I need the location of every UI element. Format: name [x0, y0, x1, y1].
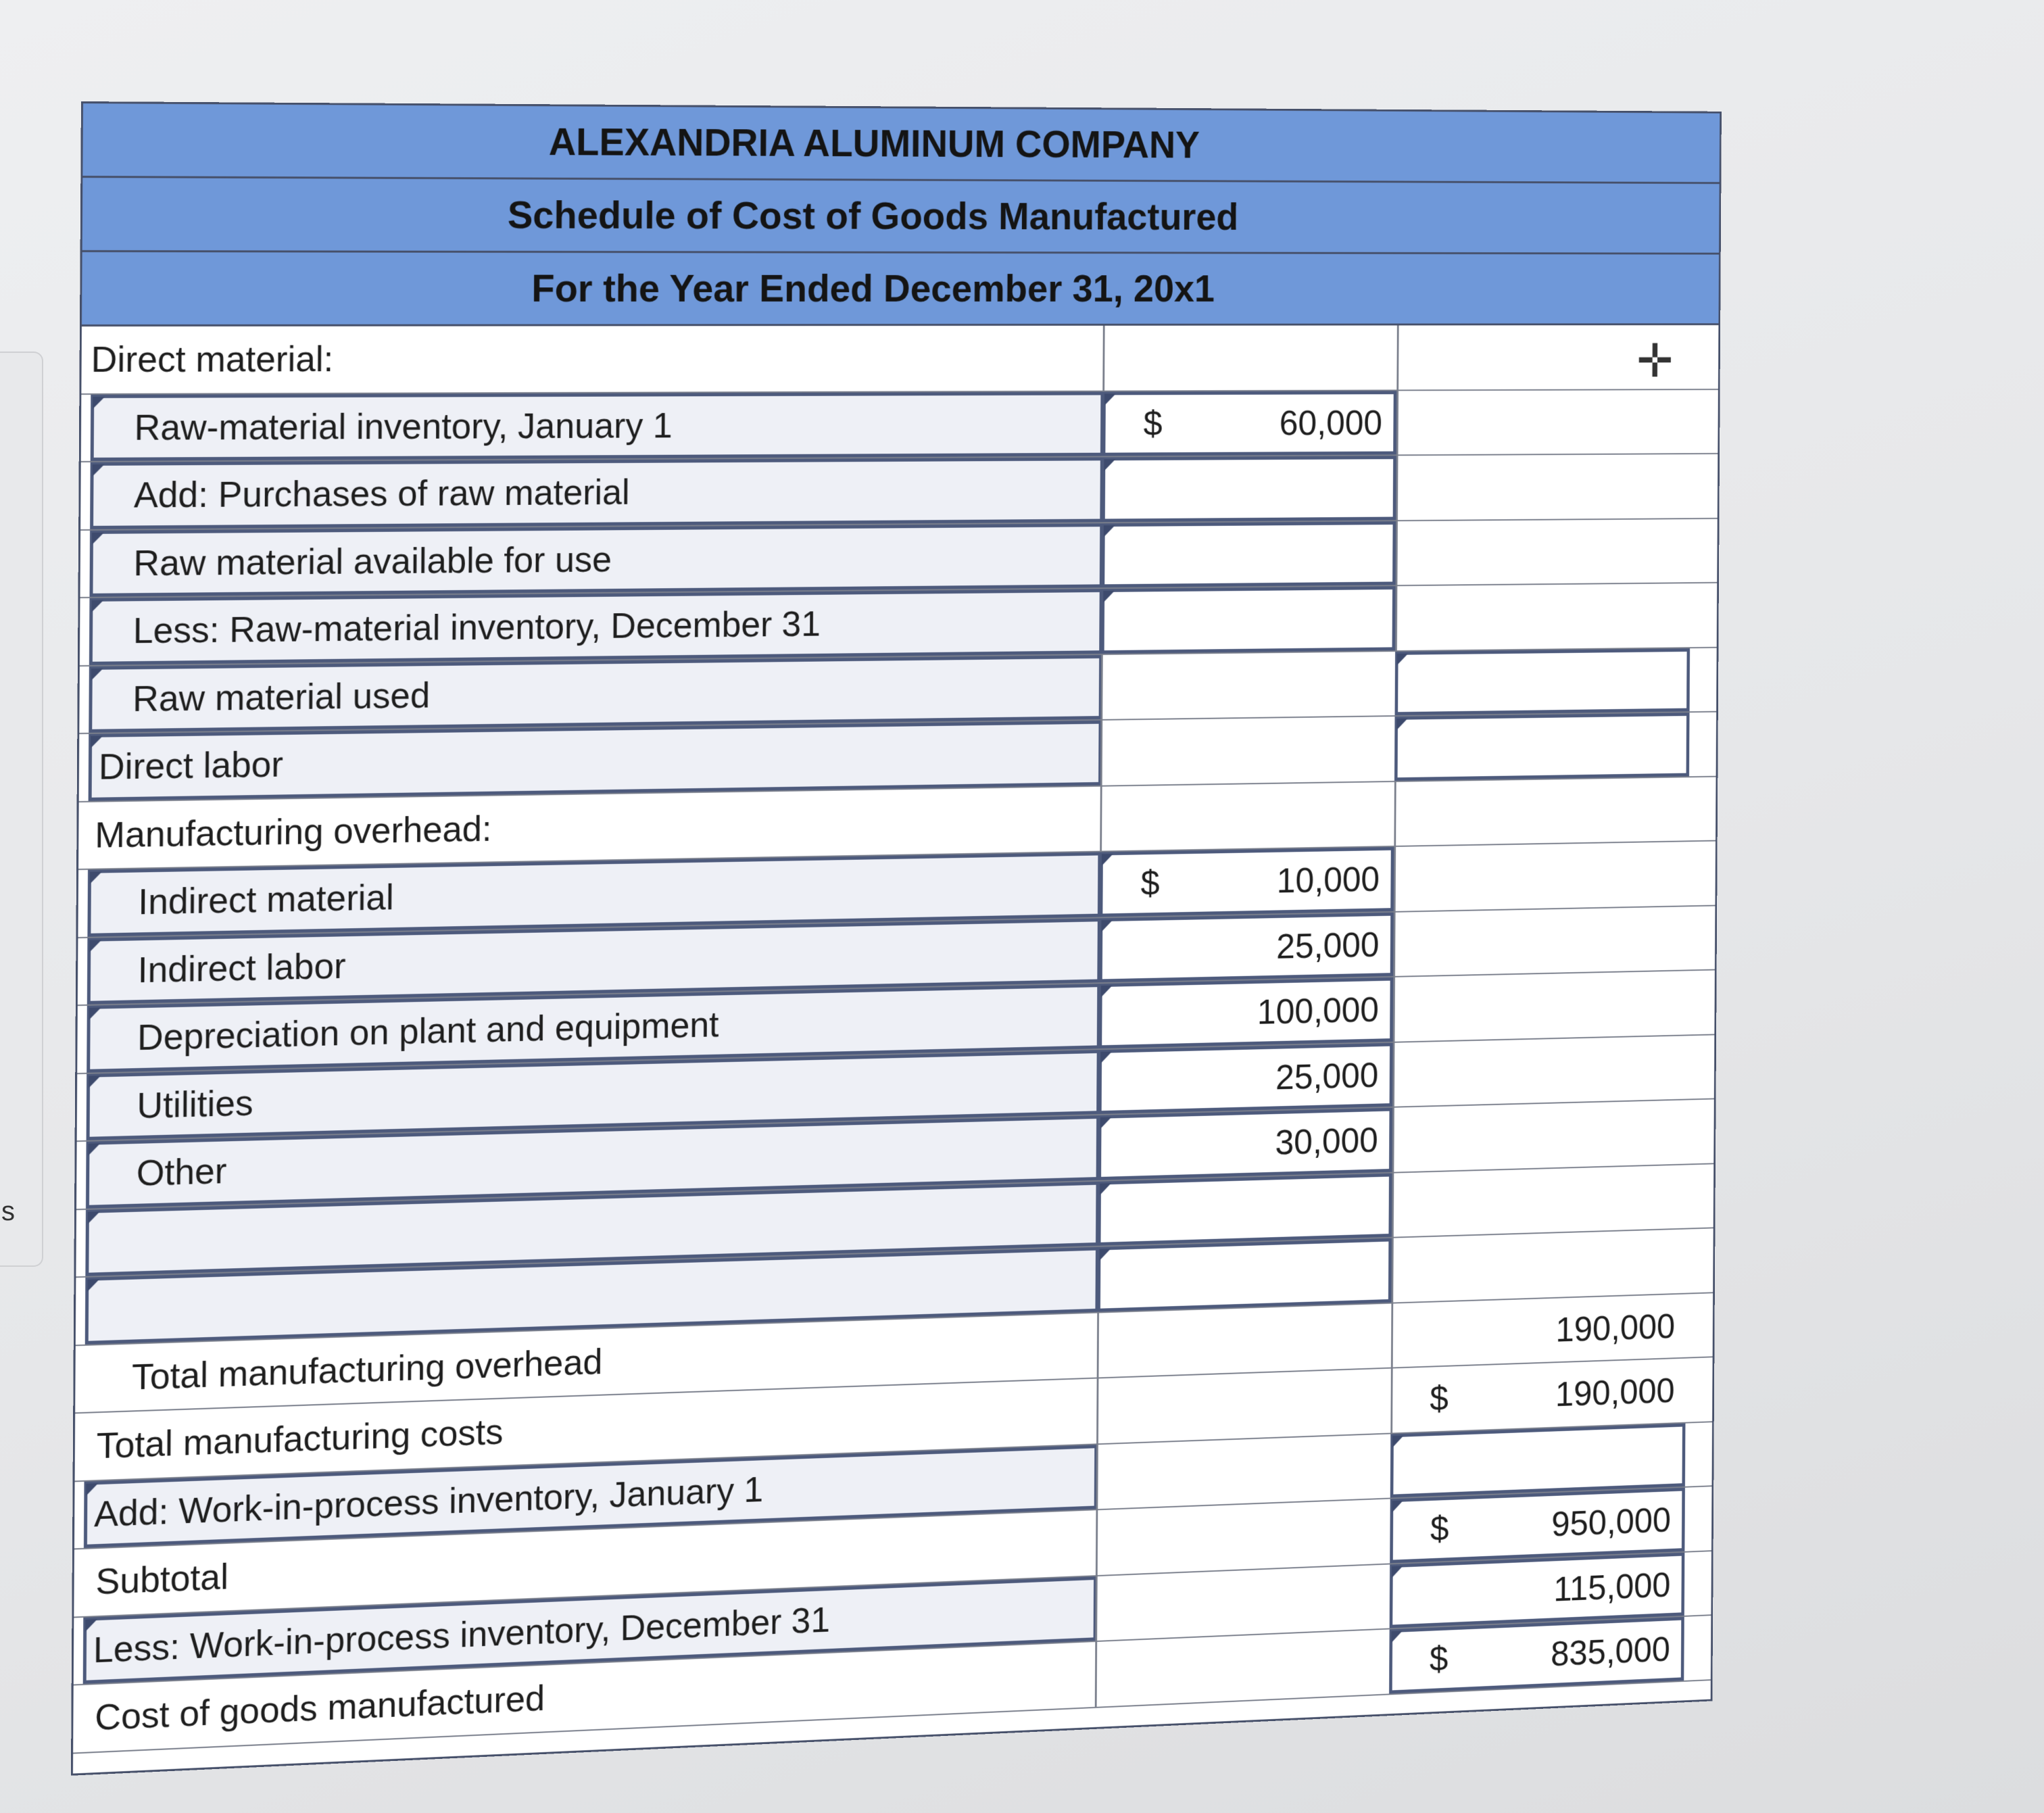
amount-input-col1[interactable] [1102, 456, 1396, 522]
amount-input-col1[interactable] [1102, 521, 1396, 587]
amount-value: 835,000 [1551, 1630, 1671, 1674]
amount-cell-col1 [1100, 652, 1395, 719]
amount-value: 10,000 [1276, 859, 1380, 901]
label-input[interactable]: Indirect labor [87, 918, 1100, 1005]
amount-cell-col1 [1100, 781, 1394, 850]
row-label: Manufacturing overhead: [95, 808, 492, 856]
amount-cell-col2 [1396, 519, 1691, 585]
label-input[interactable]: Raw material available for use [89, 523, 1102, 597]
plus-cursor-icon: ✛ [1636, 335, 1674, 387]
amount-cell-col1 [1095, 1629, 1390, 1706]
amount-input-col1[interactable] [1099, 977, 1394, 1048]
sidebar-glyph: s [1, 1196, 15, 1226]
label-input[interactable]: Indirect material [87, 852, 1100, 937]
amount-cell-col2 [1392, 1165, 1687, 1237]
amount-cell-col2 [1393, 906, 1688, 976]
label-input[interactable]: Add: Purchases of raw material [90, 457, 1102, 529]
label-input[interactable]: Depreciation on plant and equipment [87, 984, 1099, 1072]
amount-value: 30,000 [1275, 1120, 1378, 1163]
label-input[interactable]: Raw material used [89, 655, 1101, 733]
amount-cell-col1 [1100, 717, 1395, 785]
amount-cell-col2 [1396, 454, 1691, 520]
schedule-title-row [82, 178, 1720, 255]
left-sidebar-edge [0, 352, 43, 1267]
label-input[interactable]: Utilities [87, 1050, 1099, 1140]
amount-cell-col1 [1095, 1564, 1390, 1641]
amount-value: 60,000 [1279, 403, 1383, 443]
company-title-row [82, 103, 1720, 184]
amount-input-col1[interactable] [1100, 847, 1394, 917]
amount-cell-col2 [1390, 1359, 1686, 1433]
amount-cell-col1 [1096, 1499, 1390, 1574]
amount-cell-col2 [1392, 1036, 1688, 1107]
amount-input-col2[interactable] [1389, 1617, 1684, 1693]
row-label: Subtotal [95, 1556, 229, 1603]
amount-input-col1[interactable] [1098, 1173, 1392, 1246]
amount-input-col2[interactable] [1390, 1423, 1686, 1497]
amount-input-col2[interactable] [1395, 648, 1690, 715]
cogm-schedule-table [71, 101, 1722, 1776]
amount-value: 190,000 [1555, 1306, 1676, 1349]
amount-value: 115,000 [1553, 1565, 1671, 1609]
amount-cell-col1 [1096, 1369, 1391, 1443]
label-input[interactable]: Less: Work-in-process inventory, December 31 [83, 1576, 1096, 1684]
period-title-row [82, 252, 1719, 327]
amount-value: 190,000 [1555, 1371, 1675, 1414]
amount-value: 25,000 [1275, 1055, 1379, 1097]
table-row [81, 325, 1718, 394]
amount-cell-col1 [1096, 1434, 1390, 1509]
label-input[interactable]: Less: Raw-material inventory, December 31 [89, 589, 1102, 664]
schedule-title: Schedule of Cost of Goods Manufactured [507, 193, 1239, 239]
currency-symbol: $ [1429, 1639, 1449, 1679]
period-title: For the Year Ended December 31, 20x1 [531, 266, 1215, 310]
amount-input-col1[interactable] [1099, 912, 1394, 982]
amount-cell-col2 [1396, 390, 1692, 455]
amount-cell-col2 [1396, 325, 1692, 389]
amount-cell-col2 [1394, 842, 1689, 911]
amount-cell-col2 [1395, 583, 1690, 650]
company-title: ALEXANDRIA ALUMINUM COMPANY [548, 120, 1200, 167]
amount-input-col1[interactable] [1098, 1042, 1393, 1114]
label-input[interactable]: Add: Work-in-process inventory, January 1 [84, 1445, 1096, 1548]
label-input[interactable]: Raw-material inventory, January 1 [91, 391, 1103, 461]
amount-value: 950,000 [1551, 1500, 1672, 1544]
table-row [81, 389, 1718, 462]
currency-symbol: $ [1430, 1379, 1449, 1419]
amount-cell-col1 [1097, 1303, 1392, 1377]
currency-symbol: $ [1143, 404, 1163, 443]
amount-cell-col2 [1393, 971, 1688, 1041]
row-label: Total manufacturing overhead [131, 1341, 603, 1398]
table-row [80, 454, 1718, 531]
amount-input-col2[interactable] [1390, 1488, 1685, 1563]
currency-symbol: $ [1430, 1509, 1449, 1549]
label-input[interactable]: Other [86, 1115, 1098, 1208]
currency-symbol: $ [1140, 863, 1160, 904]
row-label: Direct material: [91, 339, 334, 381]
amount-input-col1[interactable] [1102, 391, 1397, 456]
amount-input-col2[interactable] [1390, 1552, 1685, 1628]
amount-input-col1[interactable] [1101, 586, 1396, 653]
label-input[interactable]: Direct labor [89, 721, 1101, 800]
row-label: Cost of goods manufactured [95, 1678, 545, 1739]
amount-value: 100,000 [1257, 990, 1380, 1032]
amount-cell-col2 [1391, 1230, 1686, 1303]
amount-cell-col1 [1102, 325, 1397, 390]
amount-input-col1[interactable] [1097, 1238, 1392, 1312]
amount-value: 25,000 [1276, 925, 1380, 967]
amount-cell-col2 [1391, 1294, 1686, 1368]
amount-cell-col2 [1394, 777, 1689, 846]
amount-cell-col2 [1392, 1100, 1688, 1171]
row-label: Total manufacturing costs [96, 1411, 504, 1467]
amount-input-col2[interactable] [1394, 712, 1690, 780]
amount-input-col1[interactable] [1098, 1108, 1392, 1180]
